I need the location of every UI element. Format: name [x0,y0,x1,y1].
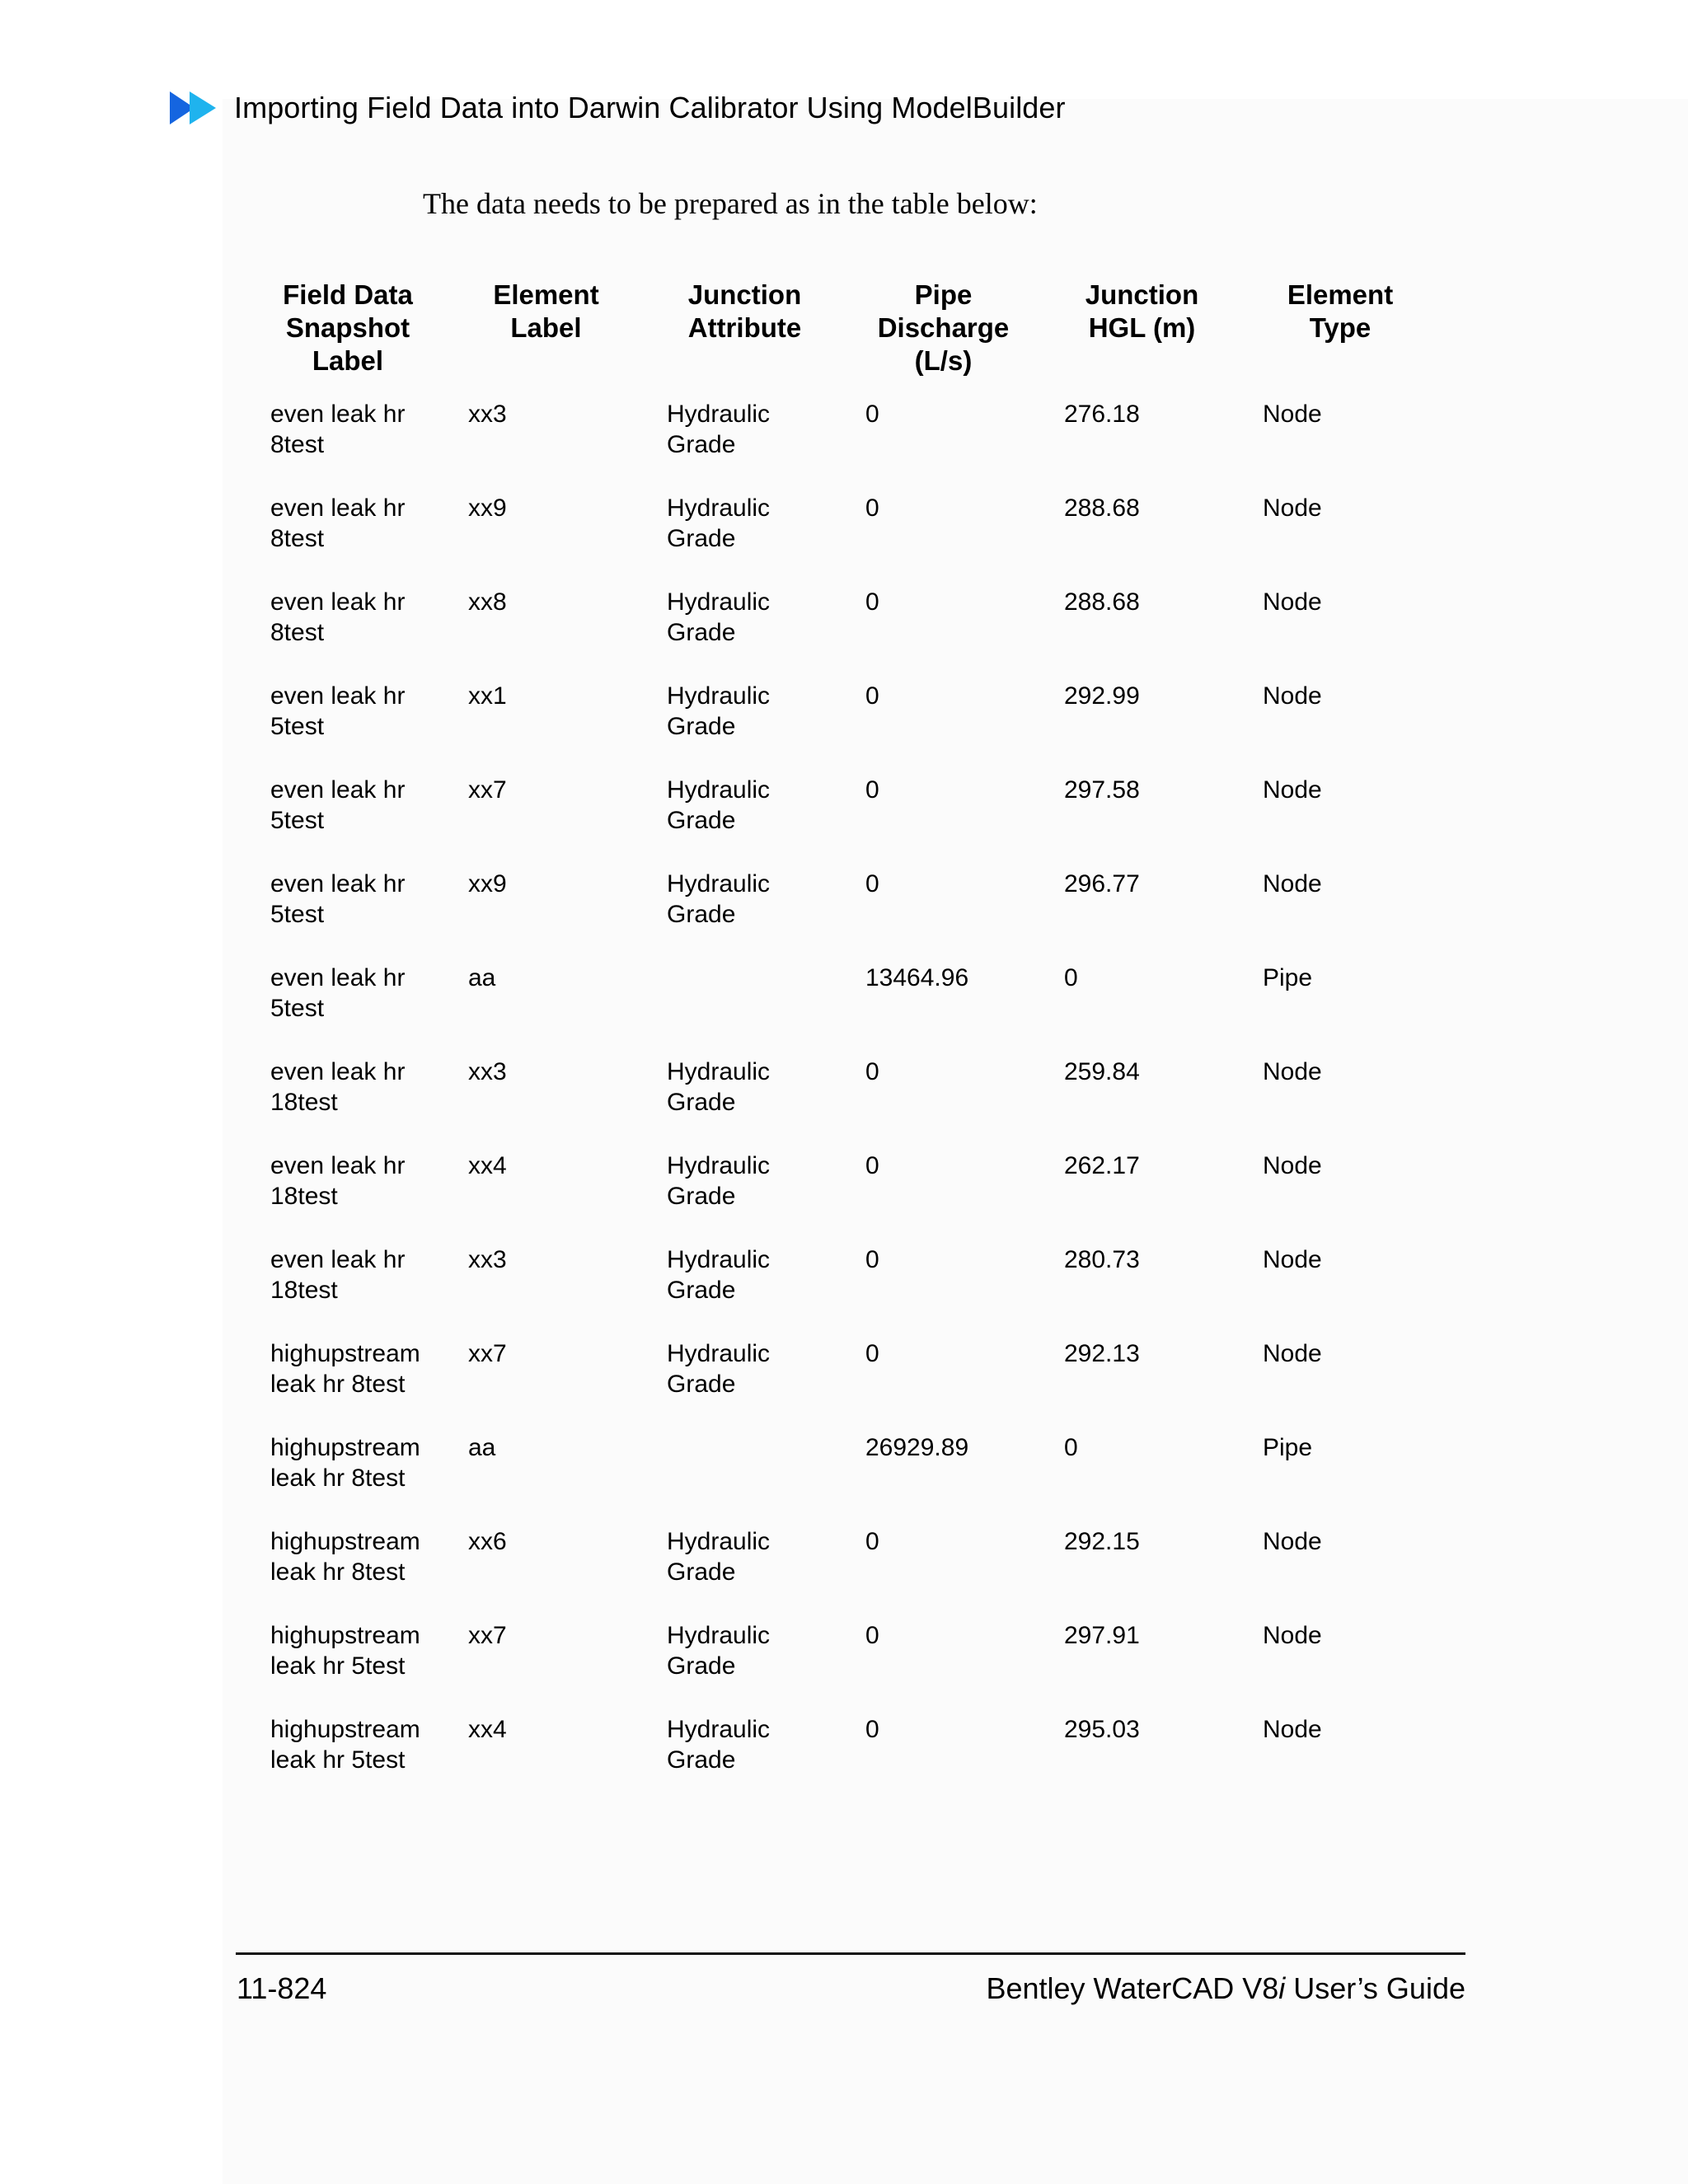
table-cell-line: 0 [865,1528,879,1555]
table-cell-line: Hydraulic [667,1152,771,1179]
table-cell-line: Hydraulic [667,1716,771,1743]
table-cell-line: Grade [667,431,736,458]
table-cell-line: xx7 [468,1340,507,1367]
table-cell [1043,1432,1241,1526]
table-cell [844,493,1043,587]
table-cell-line: Grade [667,713,736,740]
table-cell [645,869,844,963]
table-cell [447,963,645,1057]
table-cell [1043,493,1241,587]
table-cell [1241,1244,1439,1338]
table-cell-line: Node [1263,776,1322,804]
table-cell [249,681,447,775]
table-row [249,1057,1439,1151]
table-cell-line: Grade [667,1089,736,1116]
table-cell-line: Hydraulic [667,1340,771,1367]
column-header [249,279,447,399]
table-cell-line: even leak hr [270,1152,406,1179]
table-cell [844,963,1043,1057]
table-cell-line: 288.68 [1064,588,1140,616]
table-cell [645,775,844,869]
table-cell [249,1432,447,1526]
table-cell [844,1526,1043,1620]
table-cell-line: Node [1263,588,1322,616]
table-cell [844,1244,1043,1338]
table-cell-line: 18test [270,1277,338,1304]
table-cell [1043,1057,1241,1151]
table-cell-line: 26929.89 [865,1434,969,1461]
table-cell-line: Hydraulic [667,1622,771,1649]
table-cell-line: xx8 [468,588,507,616]
table-cell [1043,1151,1241,1244]
table-cell-line: 276.18 [1064,401,1140,428]
table-cell-line: even leak hr [270,1058,406,1085]
table-cell [1043,963,1241,1057]
table-cell [844,587,1043,681]
column-header [645,279,844,399]
table-cell-line: 13464.96 [865,964,969,991]
table-cell-line: 297.58 [1064,776,1140,804]
table-cell-line: Node [1263,870,1322,898]
column-header-line: Pipe [914,279,973,310]
table-cell [844,1714,1043,1808]
column-header [1241,279,1439,399]
table-cell [1043,399,1241,493]
table-cell-line: 0 [865,1340,879,1367]
table-cell [447,493,645,587]
table-cell [1241,493,1439,587]
table-cell-line: Grade [667,619,736,646]
table-cell-line: 0 [865,1058,879,1085]
table-cell-line: Grade [667,525,736,552]
table-cell-line: 5test [270,713,325,740]
table-cell-line: 296.77 [1064,870,1140,898]
table-cell-line: highupstream [270,1716,420,1743]
table-cell-line: Grade [667,807,736,834]
table-cell [249,1057,447,1151]
table-cell-line: Node [1263,1246,1322,1273]
table-cell [249,1714,447,1808]
table-cell-line: 5test [270,807,325,834]
table-cell-line: even leak hr [270,401,406,428]
table-cell-line: highupstream [270,1528,420,1555]
column-header-line: Discharge [877,312,1010,343]
column-header-line: Snapshot [285,312,410,343]
header-title: Importing Field Data into Darwin Calibrator Using ModelBuilder [234,91,1066,124]
table-cell-line: Hydraulic [667,870,771,898]
column-header-line: HGL (m) [1088,312,1196,343]
table-cell-line: Node [1263,1340,1322,1367]
table-cell [844,775,1043,869]
table-cell-line: 8test [270,431,325,458]
table-cell [447,587,645,681]
table-cell-line: even leak hr [270,588,406,616]
table-cell-line: 0 [865,1622,879,1649]
table-cell-line: leak hr 8test [270,1465,406,1492]
field-data-table [249,279,1439,1808]
table-cell [249,1526,447,1620]
table-cell-line: 0 [865,588,879,616]
table-cell [249,1244,447,1338]
table-cell [1043,1620,1241,1714]
table-cell [249,587,447,681]
table-body [249,399,1439,1808]
table-cell-line: 0 [865,1716,879,1743]
column-header-line: Junction [687,279,802,310]
table-cell [249,1620,447,1714]
table-cell-line: 0 [865,682,879,710]
table-cell [249,399,447,493]
table-cell-line: Node [1263,1058,1322,1085]
table-cell [1241,587,1439,681]
table-cell-line: even leak hr [270,1246,406,1273]
table-cell-line: xx7 [468,776,507,804]
table-cell-line: 0 [865,401,879,428]
column-header-line: Type [1309,312,1372,343]
table-cell-line: leak hr 5test [270,1652,406,1680]
column-header-line: Attribute [687,312,802,343]
table-cell [1241,1057,1439,1151]
column-header-line: Label [312,345,384,376]
table-cell-line: xx1 [468,682,507,710]
table-cell [1043,681,1241,775]
table-cell [447,1526,645,1620]
table-cell [645,1714,844,1808]
table-cell [249,775,447,869]
table-cell [844,1432,1043,1526]
column-header-line: Label [510,312,582,343]
column-header-line: Junction [1085,279,1199,310]
table-cell-line: Node [1263,401,1322,428]
table-cell-line: 292.99 [1064,682,1140,710]
column-header-line: Element [1287,279,1394,310]
table-cell-line: Hydraulic [667,494,771,522]
guide-title [986,1971,1465,2006]
table-cell-line: 0 [1064,1434,1078,1461]
table-cell-line: Grade [667,1277,736,1304]
table-row [249,681,1439,775]
table-cell [844,681,1043,775]
table-cell-line: Hydraulic [667,401,771,428]
table-cell-line: Grade [667,1371,736,1398]
table-cell-line: Grade [667,901,736,928]
table-cell-line: 297.91 [1064,1622,1140,1649]
table-cell-line: Hydraulic [667,1246,771,1273]
table-cell [1241,963,1439,1057]
footer-divider [236,1952,1465,1955]
table-cell-line: 0 [865,494,879,522]
table-cell-line: 0 [865,776,879,804]
table-cell-line: even leak hr [270,776,406,804]
table-cell-line: Node [1263,1716,1322,1743]
table-cell-line: Pipe [1263,964,1313,991]
table-cell [645,1432,844,1526]
table-cell [249,869,447,963]
table-cell-line: Hydraulic [667,1528,771,1555]
table-cell [447,1620,645,1714]
table-cell [844,1057,1043,1151]
guide-title-suffix: User’s Guide [1285,1971,1465,2005]
table-cell [1043,587,1241,681]
table-cell [645,1620,844,1714]
table-cell-line: Hydraulic [667,776,771,804]
table-row [249,493,1439,587]
table-row [249,587,1439,681]
table-cell-line: Grade [667,1746,736,1774]
column-header-line: Element [493,279,599,310]
table-cell [447,1338,645,1432]
table-cell-line: Node [1263,1152,1322,1179]
table-cell [1241,1620,1439,1714]
page-number: 11-824 [237,1971,327,2005]
table-cell-line: 18test [270,1089,338,1116]
table-cell-line: xx9 [468,870,507,898]
table-cell-line: Node [1263,494,1322,522]
table-cell [447,1057,645,1151]
table-cell [447,1244,645,1338]
table-row [249,399,1439,493]
table-cell [447,869,645,963]
table-cell-line: xx6 [468,1528,507,1555]
table-cell-line: 0 [865,870,879,898]
table-cell-line: 0 [1064,964,1078,991]
table-cell-line: even leak hr [270,964,406,991]
table-cell-line: Hydraulic [667,1058,771,1085]
table-cell-line: leak hr 8test [270,1371,406,1398]
table-cell [645,399,844,493]
table-cell [1043,1244,1241,1338]
table-row [249,1432,1439,1526]
table-cell-line: Grade [667,1183,736,1210]
table-cell-line: 259.84 [1064,1058,1140,1085]
table-cell-line: xx4 [468,1152,507,1179]
double-arrow-icon [170,90,223,126]
table-cell-line: Grade [667,1652,736,1680]
column-header-line: (L/s) [914,345,973,376]
table-cell [844,1620,1043,1714]
table-cell-line: leak hr 8test [270,1558,406,1586]
table-cell-line: 0 [865,1246,879,1273]
table-cell-line: xx4 [468,1716,507,1743]
table-cell-line: 5test [270,901,325,928]
table-cell [645,681,844,775]
table-cell [1043,775,1241,869]
table-cell-line: 292.13 [1064,1340,1140,1367]
column-header-line: Field Data [283,279,413,310]
table-cell [844,1338,1043,1432]
table-cell-line: Pipe [1263,1434,1313,1461]
table-cell [844,1151,1043,1244]
table-cell-line: 18test [270,1183,338,1210]
table-cell [1043,1714,1241,1808]
table-cell-line: Hydraulic [667,682,771,710]
table-cell [645,493,844,587]
table-cell-line: xx3 [468,401,507,428]
table-cell [645,587,844,681]
column-header [844,279,1043,399]
table-row [249,963,1439,1057]
table-cell-line: highupstream [270,1340,420,1367]
table-cell [1241,399,1439,493]
table-cell [447,1714,645,1808]
table-cell-line: xx9 [468,494,507,522]
table-cell-line: even leak hr [270,870,406,898]
table-row [249,775,1439,869]
table-cell [1043,1526,1241,1620]
table-cell-line: xx7 [468,1622,507,1649]
table-cell [1241,1338,1439,1432]
table-cell-line: Node [1263,682,1322,710]
table-cell [844,399,1043,493]
table-row [249,1526,1439,1620]
column-header [447,279,645,399]
table-header-row [249,279,1439,399]
table-cell-line: 288.68 [1064,494,1140,522]
table-cell [1241,775,1439,869]
table-cell-line: even leak hr [270,682,406,710]
table-cell-line: 8test [270,525,325,552]
table-row [249,1338,1439,1432]
table-cell-line: aa [468,1434,496,1461]
table-cell [1241,1151,1439,1244]
table-cell-line: highupstream [270,1622,420,1649]
table-row [249,1244,1439,1338]
table-cell [249,963,447,1057]
table-cell-line: 8test [270,619,325,646]
table-cell [645,1526,844,1620]
table-cell-line: 0 [865,1152,879,1179]
table-cell [447,775,645,869]
table-row [249,869,1439,963]
table-cell [645,1057,844,1151]
table-cell [645,1244,844,1338]
table-cell [844,869,1043,963]
table-cell [645,1151,844,1244]
table-cell [447,1151,645,1244]
table-cell-line: xx3 [468,1246,507,1273]
table-cell-line: 262.17 [1064,1152,1140,1179]
table-cell [447,681,645,775]
table-cell-line: xx3 [468,1058,507,1085]
table-cell-line: even leak hr [270,494,406,522]
table-cell [1241,1714,1439,1808]
table-cell-line: Node [1263,1528,1322,1555]
table-row [249,1714,1439,1808]
intro-text: The data needs to be prepared as in the table below: [423,187,1038,220]
table-cell-line: Grade [667,1558,736,1586]
guide-title-prefix: Bentley WaterCAD V8 [986,1971,1279,2005]
table-cell [447,399,645,493]
column-header [1043,279,1241,399]
table-cell [249,493,447,587]
table-cell-line: aa [468,964,496,991]
table-cell-line: 292.15 [1064,1528,1140,1555]
table-cell [1043,869,1241,963]
table-cell-line: Node [1263,1622,1322,1649]
table-cell [447,1432,645,1526]
table-cell-line: highupstream [270,1434,420,1461]
table-cell [645,1338,844,1432]
page-header [170,87,1066,129]
table-cell [249,1338,447,1432]
guide-title-italic: i [1278,1971,1286,2005]
table-row [249,1151,1439,1244]
table-row [249,1620,1439,1714]
table-cell [1043,1338,1241,1432]
table-cell-line: 280.73 [1064,1246,1140,1273]
table-cell-line: leak hr 5test [270,1746,406,1774]
table-cell-line: Hydraulic [667,588,771,616]
table-cell-line: 5test [270,995,325,1022]
table-cell [249,1151,447,1244]
table-cell [1241,681,1439,775]
table-cell [645,963,844,1057]
table-cell [1241,869,1439,963]
table-cell-line: 295.03 [1064,1716,1140,1743]
table-cell [1241,1432,1439,1526]
table-cell [1241,1526,1439,1620]
